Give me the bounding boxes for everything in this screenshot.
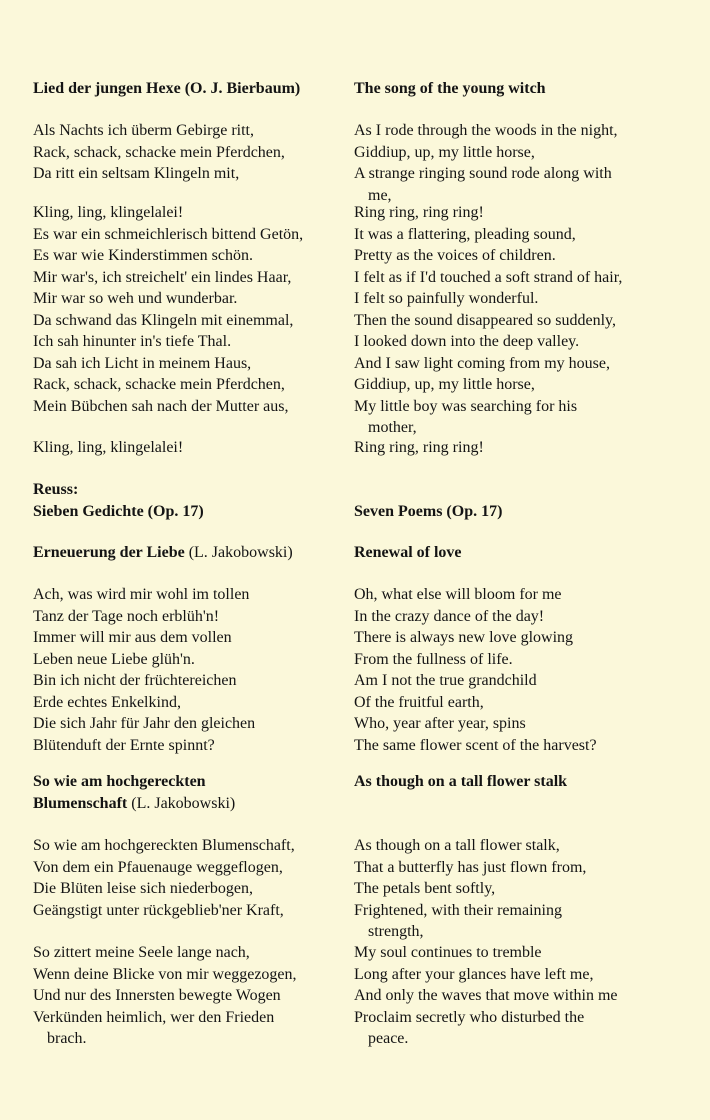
song-title-english: Renewal of love (354, 544, 462, 561)
verse-line: My soul continues to tremble (354, 944, 542, 961)
verse-line: From the fullness of life. (354, 650, 513, 668)
stanza-german (33, 202, 353, 417)
stanza-german (33, 584, 353, 756)
verse-line: mother, (368, 419, 417, 436)
verse-line: Giddiup, up, my little horse, (354, 143, 535, 161)
verse-line: Die Blüten leise sich niederbogen, (33, 880, 253, 897)
verse-line: Erde echtes Enkelkind, (33, 693, 181, 711)
verse-line: Tanz der Tage noch erblüh'n! (33, 607, 220, 625)
verse-line: It was a flattering, pleading sound, (354, 225, 576, 243)
verse-line: Of the fruitful earth, (354, 693, 484, 711)
verse-line: Rack, schack, schacke mein Pferdchen, (33, 143, 285, 161)
verse-line: I felt as if I'd touched a soft strand of hair, (354, 268, 623, 286)
verse-line: My little boy was searching for his (354, 397, 578, 415)
verse-line: Wenn deine Blicke von mir weggezogen, (33, 965, 297, 983)
verse-line: me, (368, 186, 392, 204)
verse-line: Da ritt ein seltsam Klingeln mit, (33, 165, 240, 182)
verse-line: So zittert meine Seele lange nach, (33, 944, 250, 961)
verse-line: Mein Bübchen sah nach der Mutter aus, (33, 397, 289, 415)
verse-line: Giddiup, up, my little horse, (354, 376, 535, 393)
verse-line: Am I not the true grandchild (354, 672, 537, 689)
verse-line: The same flower scent of the harvest? (354, 736, 597, 754)
verse-line: Blütenduft der Ernte spinnt? (33, 736, 215, 754)
poet-credit: (L. Jakobowski) (131, 795, 236, 812)
stanza-english (354, 835, 684, 943)
stanza-english (354, 942, 684, 1050)
verse-line: Then the sound disappeared so suddenly, (354, 311, 617, 329)
verse-line: So wie am hochgereckten Blumenschaft, (33, 837, 295, 854)
stanza-german (33, 942, 353, 1050)
verse-line: Von dem ein Pfauenauge weggeflogen, (33, 858, 283, 876)
song-title-english: As though on a tall flower stalk (354, 773, 568, 790)
verse-line: Es war ein schmeichlerisch bittend Getön, (33, 225, 304, 243)
verse-line: A strange ringing sound rode along with (354, 165, 612, 182)
song-title-german: Lied der jungen Hexe (O. J. Bierbaum) (33, 80, 301, 97)
refrain-english: Ring ring, ring ring! (354, 439, 484, 456)
verse-line: That a butterfly has just flown from, (354, 858, 587, 876)
verse-line: Ring ring, ring ring! (354, 204, 484, 221)
verse-line: In the crazy dance of the day! (354, 607, 545, 625)
song-title-text: Blumenschaft (33, 795, 128, 812)
verse-line: Geängstigt unter rückgeblieb'ner Kraft, (33, 901, 284, 919)
verse-line: peace. (368, 1030, 409, 1047)
verse-line: Oh, what else will bloom for me (354, 586, 562, 603)
verse-line: Pretty as the voices of children. (354, 247, 556, 264)
verse-line: As though on a tall flower stalk, (354, 837, 560, 854)
verse-line: As I rode through the woods in the night, (354, 122, 618, 139)
stanza-english (354, 202, 684, 439)
song-title-english: The song of the young witch (354, 80, 546, 97)
verse-line: Verkünden heimlich, wer den Frieden (33, 1008, 275, 1026)
stanza-german (33, 835, 353, 921)
verse-line: I felt so painfully wonderful. (354, 290, 539, 307)
verse-line: Da sah ich Licht in meinem Haus, (33, 354, 252, 372)
verse-line: Als Nachts ich überm Gebirge ritt, (33, 122, 254, 139)
poet-credit: (L. Jakobowski) (188, 544, 293, 561)
verse-line: strength, (368, 923, 424, 940)
verse-line: The petals bent softly, (354, 880, 496, 897)
song-title-line (33, 793, 353, 815)
verse-line: Es war wie Kinderstimmen schön. (33, 247, 253, 264)
verse-line: Bin ich nicht der früchtereichen (33, 672, 237, 689)
verse-line: Frightened, with their remaining (354, 901, 562, 919)
verse-line: Kling, ling, klingelalei! (33, 204, 184, 221)
song-title-german (33, 542, 353, 564)
verse-line: Ach, was wird mir wohl im tollen (33, 586, 250, 603)
verse-line: And only the waves that move within me (354, 987, 618, 1004)
verse-line: Die sich Jahr für Jahr den gleichen (33, 715, 256, 732)
stanza-german (33, 120, 353, 185)
cycle-title-german: Sieben Gedichte (Op. 17) (33, 503, 204, 520)
verse-line: Ich sah hinunter in's tiefe Thal. (33, 333, 232, 350)
verse-line: Who, year after year, spins (354, 715, 526, 732)
verse-line: Da schwand das Klingeln mit einemmal, (33, 311, 294, 329)
refrain-german: Kling, ling, klingelalei! (33, 439, 184, 456)
verse-line: Immer will mir aus dem vollen (33, 629, 232, 646)
stanza-english (354, 584, 684, 756)
song-title-line: So wie am hochgereckten (33, 773, 206, 790)
verse-line: Rack, schack, schacke mein Pferdchen, (33, 376, 285, 393)
verse-line: Proclaim secretly who disturbed the (354, 1008, 585, 1026)
verse-line: Mir war so weh und wunderbar. (33, 290, 238, 307)
verse-line: Long after your glances have left me, (354, 965, 594, 983)
verse-line: I looked down into the deep valley. (354, 333, 580, 350)
verse-line: Leben neue Liebe glüh'n. (33, 650, 195, 668)
verse-line: And I saw light coming from my house, (354, 354, 610, 372)
song-title-text: Erneuerung der Liebe (33, 544, 185, 561)
cycle-title-english: Seven Poems (Op. 17) (354, 503, 503, 520)
verse-line: There is always new love glowing (354, 629, 574, 646)
stanza-english (354, 120, 684, 206)
verse-line: Mir war's, ich streichelt' ein lindes Haar, (33, 268, 292, 286)
song-title-german (33, 771, 353, 815)
verse-line: Und nur des Innersten bewegte Wogen (33, 987, 281, 1004)
verse-line: brach. (47, 1030, 87, 1047)
composer-name: Reuss: (33, 481, 79, 498)
